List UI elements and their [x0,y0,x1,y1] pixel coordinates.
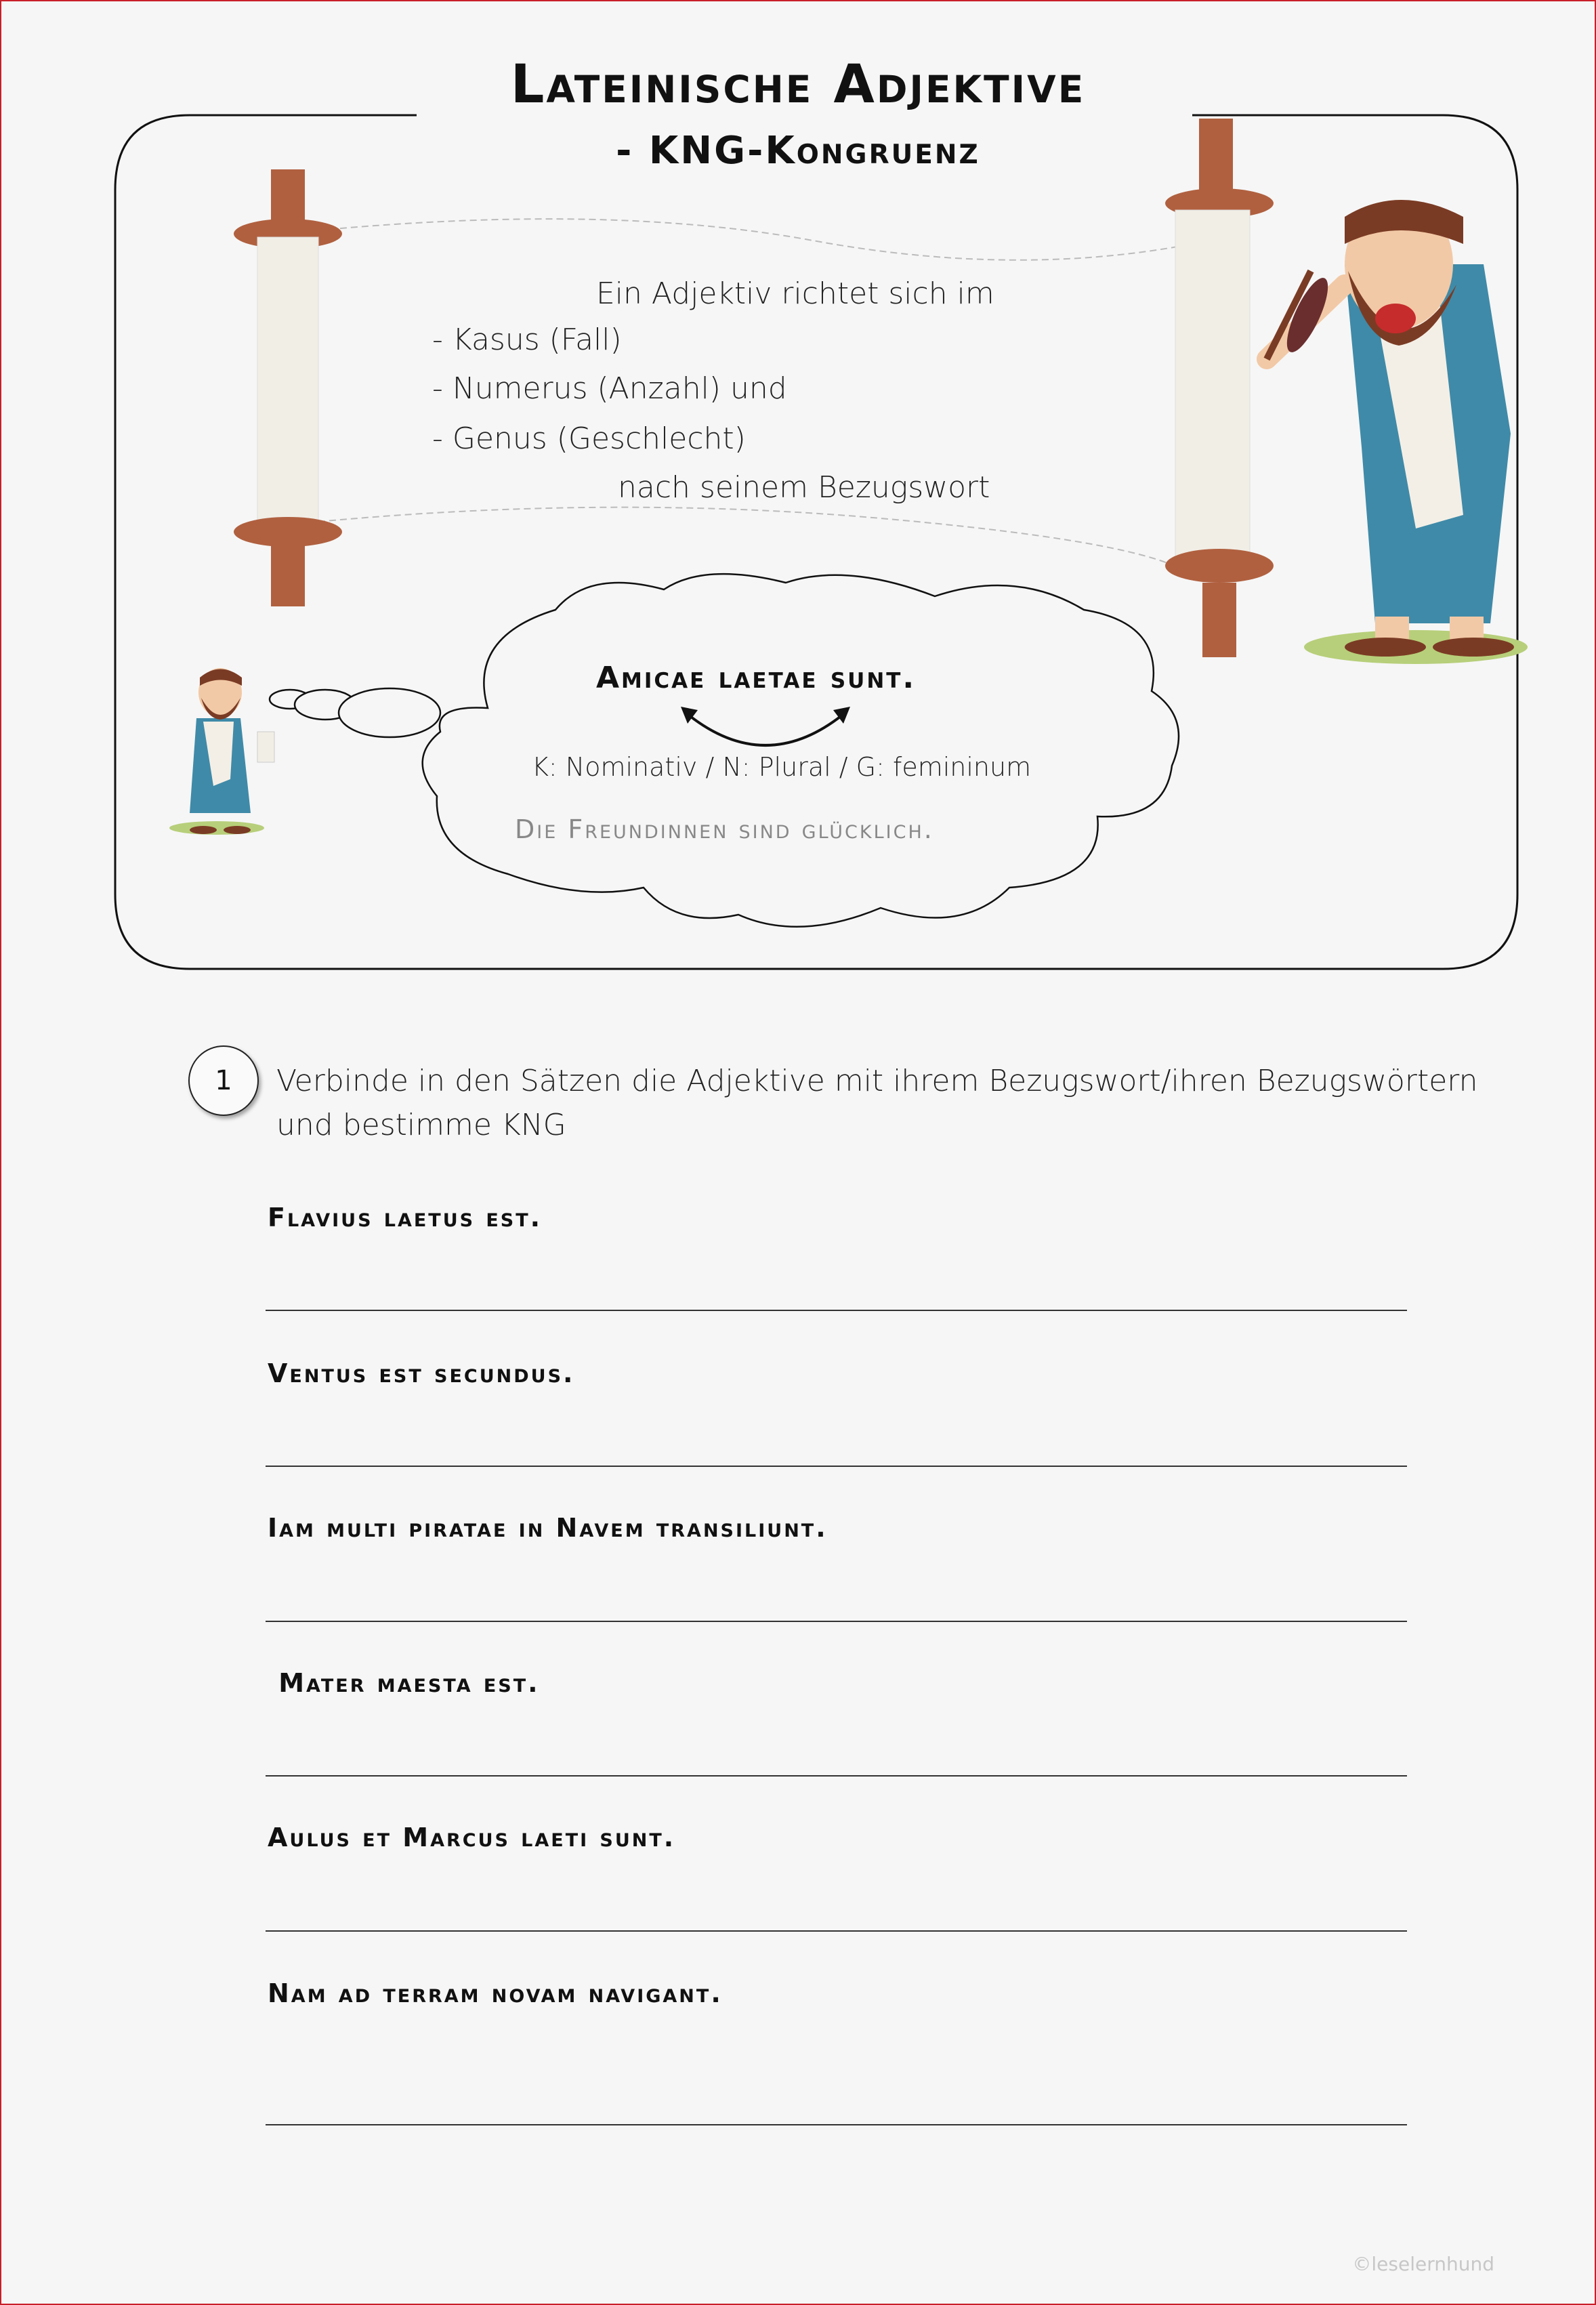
sentence-1: Flavius laetus est. [268,1203,543,1232]
scroll-left-rod-icon [234,169,342,606]
scroll-intro-text: Ein Adjektiv richtet sich im [596,276,994,311]
answer-line-1[interactable] [266,1310,1407,1311]
sentence-5: Aulus et Marcus laeti sunt. [268,1823,676,1852]
answer-line-6[interactable] [266,2124,1407,2125]
answer-line-5[interactable] [266,1930,1407,1932]
sentence-3: Iam multi piratae in Navem transiliunt. [268,1513,828,1543]
thought-bubble-trail-icon [270,688,440,737]
thought-cloud-icon [423,574,1179,927]
cloud-example-sentence: Amicae laetae sunt. [596,661,917,695]
scroll-bottom-edge [318,507,1192,576]
page-subtitle: - KNG-Kongruenz [616,129,980,173]
cloud-kng-analysis: K: Nominativ / N: Plural / G: femininum [532,752,1032,782]
copyright-watermark: ©leselernhund [1352,2253,1494,2275]
scholar-figure-large-icon [1267,200,1528,664]
task-instruction-line1: Verbinde in den Sätzen die Adjektive mit ihrem Bezugswort/ihren Bezugswörtern [276,1064,1478,1098]
sentence-6: Nam ad terram novam navigant. [268,1978,723,2008]
task-number-badge: 1 [188,1045,259,1116]
scroll-item-genus: - Genus (Geschlecht) [432,421,746,456]
answer-line-3[interactable] [266,1621,1407,1622]
scroll-top-edge [318,219,1192,260]
scholar-figure-small-icon [169,668,274,835]
sentence-2: Ventus est secundus. [268,1358,575,1388]
scroll-item-kasus: - Kasus (Fall) [432,323,622,357]
scroll-outro-text: nach seinem Bezugswort [618,470,990,505]
scroll-item-numerus: - Numerus (Anzahl) und [432,371,787,406]
page-title: Lateinische Adjektive [510,54,1086,115]
task-instruction-line2: und bestimme KNG [276,1108,566,1142]
answer-line-4[interactable] [266,1775,1407,1777]
scroll-right-rod-icon [1165,119,1274,657]
sentence-4: Mater maesta est. [268,1668,540,1698]
answer-line-2[interactable] [266,1466,1407,1467]
cloud-translation: Die Freundinnen sind glücklich. [515,814,934,844]
